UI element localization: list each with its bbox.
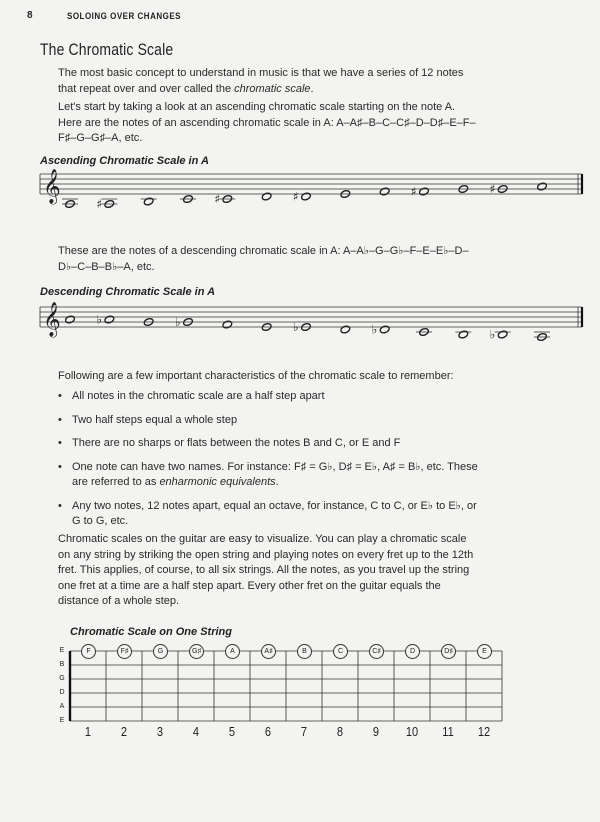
section-title: The Chromatic Scale bbox=[40, 40, 174, 59]
fret-number: 8 bbox=[336, 724, 344, 739]
bullet4-text-a: One note can have two names. For instance: F♯ = G♭, D♯ = E♭, A♯ = B♭, etc. These are referred to as bbox=[72, 460, 478, 488]
fret-note-circle: F♯ bbox=[117, 644, 132, 659]
fret-note-circle: B bbox=[297, 644, 312, 659]
page-number: 8 bbox=[27, 10, 33, 21]
fret-note-circle: C♯ bbox=[369, 644, 384, 659]
whole-note bbox=[65, 315, 76, 324]
fret-number: 7 bbox=[300, 724, 308, 739]
sharp-accidental: ♯ bbox=[96, 197, 103, 211]
whole-note bbox=[104, 315, 115, 324]
bullet4-emphasis: enharmonic equivalents bbox=[159, 476, 276, 488]
list-item: • All notes in the chromatic scale are a half step apart bbox=[58, 389, 478, 405]
whole-note bbox=[340, 325, 351, 334]
descending-staff bbox=[40, 302, 582, 342]
string-label: B bbox=[59, 661, 65, 668]
fret-number: 4 bbox=[192, 724, 200, 739]
fret-number: 2 bbox=[120, 724, 128, 739]
intro-text-1a: The most basic concept to understand in music is that we have a series of 12 notes that repeat over and over called the bbox=[58, 67, 464, 95]
string-label: A bbox=[59, 703, 65, 710]
guitar-paragraph: Chromatic scales on the guitar are easy to visualize. You can play a chromatic scale on any string by striking the open string and playing notes on every fret up to the 12th fret. This applies, of course, to all six strings. All the notes, as you travel up the string one fret at a time are a half step apart. Every other fret on the guitar equals the distance of a whole step. bbox=[58, 533, 474, 607]
fret-note-circle: C bbox=[333, 644, 348, 659]
list-item bbox=[58, 460, 478, 491]
sharp-accidental: ♯ bbox=[293, 189, 299, 204]
list-item: • Any two notes, 12 notes apart, equal an octave, for instance, C to C, or E♭ to E♭, or G to G, etc. bbox=[58, 499, 478, 530]
fret-note-circle: G bbox=[153, 644, 168, 659]
list-item: • Two half steps equal a whole step bbox=[58, 413, 478, 429]
fret-number: 11 bbox=[442, 724, 454, 739]
fret-number: 3 bbox=[156, 724, 164, 739]
bullet4-text-b: . bbox=[275, 476, 279, 488]
treble-clef: 𝄞 bbox=[43, 169, 61, 204]
fret-note-circle: D bbox=[405, 644, 420, 659]
fret-number: 6 bbox=[264, 724, 272, 739]
characteristics-intro: Following are a few important characteristics of the chromatic scale to remember: bbox=[58, 370, 454, 382]
fret-number: 9 bbox=[372, 724, 380, 739]
whole-note bbox=[222, 320, 233, 329]
descending-paragraph: These are the notes of a descending chromatic scale in A: A–A♭–G–G♭–F–E–E♭–D–D♭–C–B–B♭–A, etc. bbox=[58, 245, 469, 273]
fretboard-grid bbox=[70, 651, 502, 721]
flat-accidental: ♭ bbox=[489, 327, 496, 342]
fret-number: 5 bbox=[228, 724, 236, 739]
flat-accidental: ♭ bbox=[371, 322, 378, 337]
whole-note bbox=[537, 182, 548, 191]
string-label: E bbox=[59, 717, 65, 724]
fret-note-circle: A bbox=[225, 644, 240, 659]
string-label: G bbox=[59, 675, 65, 682]
intro-text-1b: . bbox=[310, 82, 314, 95]
whole-note bbox=[419, 187, 430, 196]
characteristics-list bbox=[58, 389, 478, 538]
fret-note-circle: G♯ bbox=[189, 644, 204, 659]
treble-clef: 𝄞 bbox=[43, 302, 61, 337]
fret-note-circle: A♯ bbox=[261, 644, 276, 659]
fret-number: 1 bbox=[84, 724, 92, 739]
flat-accidental: ♭ bbox=[96, 312, 103, 327]
intro-paragraph-2: Let's start by taking a look at an ascending chromatic scale starting on the note A. Here are the notes of an ascending chromatic scale in A: A–A♯–B–C–C♯–D–D♯–E–F–F♯–G–G♯–A, etc. bbox=[58, 101, 476, 144]
fret-note-circle: E bbox=[477, 644, 492, 659]
whole-note bbox=[261, 192, 272, 201]
running-title: SOLOING OVER CHANGES bbox=[67, 11, 182, 22]
fret-note-circle: F bbox=[81, 644, 96, 659]
fret-number: 10 bbox=[405, 724, 419, 739]
intro-emphasis: chromatic scale bbox=[234, 82, 311, 95]
descending-caption: Descending Chromatic Scale in A bbox=[40, 286, 216, 298]
sharp-accidental: ♯ bbox=[214, 192, 221, 206]
flat-accidental: ♭ bbox=[293, 320, 299, 334]
whole-note bbox=[143, 197, 154, 206]
whole-note bbox=[458, 330, 469, 339]
ascending-staff bbox=[40, 169, 582, 211]
fret-note-circle: D♯ bbox=[441, 644, 456, 659]
string-label: D bbox=[59, 689, 65, 696]
string-label: E bbox=[59, 647, 65, 654]
list-item: • There are no sharps or flats between the notes B and C, or E and F bbox=[58, 436, 478, 452]
whole-note bbox=[379, 325, 390, 334]
fretboard-caption: Chromatic Scale on One String bbox=[70, 626, 232, 638]
whole-note bbox=[379, 187, 390, 196]
flat-accidental: ♭ bbox=[175, 315, 181, 329]
sharp-accidental: ♯ bbox=[411, 184, 417, 199]
whole-note bbox=[497, 330, 508, 339]
fret-number: 12 bbox=[477, 724, 491, 739]
sharp-accidental: ♯ bbox=[489, 182, 496, 196]
whole-note bbox=[301, 192, 312, 201]
ascending-caption: Ascending Chromatic Scale in A bbox=[40, 155, 209, 167]
